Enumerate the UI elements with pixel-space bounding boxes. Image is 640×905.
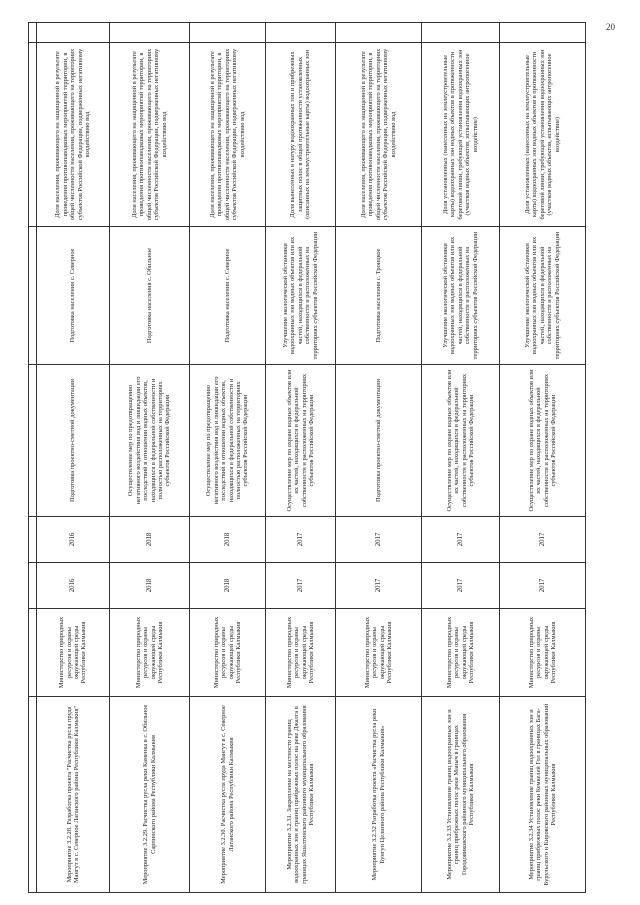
table-row xyxy=(190,23,266,893)
cell-executor: Министерство природных ресурсов и охраны окружающей среды Республики Калмыкия xyxy=(110,609,190,697)
cell-empty xyxy=(110,23,190,43)
cell-end-year: 2018 xyxy=(190,517,266,563)
table-row xyxy=(266,23,336,893)
cell-empty xyxy=(422,23,500,43)
cell-indicator: Доля населения, проживающего на защищенной в результате проведения противопаводковых мероприятий территории, в общей численности населения, проживающего на территориях субъектов Российской Федерации, подверженных негативному воздействию вод xyxy=(37,43,110,227)
cell-executor: Министерство природных ресурсов и охраны окружающей среды Республики Калмыкия xyxy=(190,609,266,697)
cell-start-year: 2016 xyxy=(37,563,110,609)
cell-executor: Министерство природных ресурсов и охраны окружающей среды Республики Калмыкия xyxy=(500,609,586,697)
table-row xyxy=(500,23,586,893)
cell-executor: Министерство природных ресурсов и охраны окружающей среды Республики Калмыкия xyxy=(37,609,110,697)
cell-result: Улучшение экологической обстановки водоохранных зон водных объектов или их частей, находящихся в федеральной собственности и расположенных на территориях субъектов Российской Федерации xyxy=(266,227,336,365)
cell-end-year: 2018 xyxy=(110,517,190,563)
cell-end-year: 2017 xyxy=(336,517,422,563)
cell-indicator: Доля населения, проживающего на защищенной в результате проведения противопаводковых мероприятий территории, в общей численности населения, проживающего на территориях субъектов Российской Федерации, подверженных негативному воздействию вод xyxy=(110,43,190,227)
cell-content: Осуществление мер по предотвращению негативного воздействия вод и ликвидации его последствий в отношении водных объектов, находящихся в федеральной собственности и полностью расположенных на территориях субъектов Российской Федерации xyxy=(190,365,266,517)
cell-start-year: 2018 xyxy=(110,563,190,609)
cell-result: Подготовка населения с. Северное xyxy=(190,227,266,365)
cell-empty xyxy=(500,23,586,43)
cell-indicator: Доля населения, проживающего на защищенной в результате проведения противопаводковых мероприятий территории, в общей численности населения, проживающего на территориях субъектов Российской Федерации, подверженных негативному воздействию вод xyxy=(336,43,422,227)
cell-end-year: 2017 xyxy=(266,517,336,563)
cell-indicator: Доля установленных (нанесенных на землеустроительные карты) водоохранных зон водных объектов в протяженности береговой линии, требующей установления водоохранных зон (участков водных объектов, испытывающих антропогенное воздействие) xyxy=(422,43,500,227)
cell-measure: Мероприятие 3.2.32 Разработка проекта «Расчистка русла реки Бунгун Целинного района Республики Калмыкия» xyxy=(336,697,422,893)
cell-empty xyxy=(37,23,110,43)
page-number: 20 xyxy=(606,22,615,32)
document-table-rotated xyxy=(28,23,585,893)
cell-end-year: 2017 xyxy=(500,517,586,563)
table-row xyxy=(336,23,422,893)
cell-measure: Мероприятие 3.2.34 Установление границ водоохранных зон и границ прибрежных полос реки Кемкелей Гол в границах Бага-Бурульского и Кировского районных муниципальных образований Республики Калмыкия xyxy=(500,697,586,893)
cell-indicator: Доля населения, проживающего на защищенной в результате проведения противопаводковых мероприятий территории, в общей численности населения, проживающего на территориях субъектов Российской Федерации, подверженных негативному воздействию вод xyxy=(190,43,266,227)
cell-content: Осуществление мер по предотвращению негативного воздействия вод и ликвидации его последствий в отношении водных объектов, находящихся в федеральной собственности и полностью расположенных на территориях субъектов Российской Федерации xyxy=(110,365,190,517)
cell-result: Улучшение экологической обстановки водоохранных зон водных объектов или их частей, находящихся в федеральной собственности и расположенных на территориях субъектов Российской Федерации xyxy=(422,227,500,365)
cell-result: Улучшение экологической обстановки водоохранных зон водных объектов или их частей, находящихся в федеральной собственности и расположенных на территориях субъектов Российской Федерации xyxy=(500,227,586,365)
table-row xyxy=(37,23,110,893)
cell-measure: Мероприятие 3.2.28. Разработка проекта "Расчистка русла пруда Мангут в с. Северное Лаганского района Республики Калмыкия" xyxy=(37,697,110,893)
cell-start-year: 2017 xyxy=(266,563,336,609)
cell-start-year: 2017 xyxy=(422,563,500,609)
measures-table xyxy=(28,22,586,893)
cell-content: Подготовка проектно-сметной документации xyxy=(336,365,422,517)
cell-measure: Мероприятие 3.2.29. Расчистка русла реки Каменка в с. Обильное Сарпинского района Республики Калмыкия xyxy=(110,697,190,893)
cell-empty xyxy=(266,23,336,43)
cell-executor: Министерство природных ресурсов и охраны окружающей среды Республики Калмыкия xyxy=(336,609,422,697)
cell-content: Осуществление мер по охране водных объектов или их частей, находящихся в федеральной собственности и расположенных на территориях субъектов Российской Федерации xyxy=(500,365,586,517)
cell-empty xyxy=(336,23,422,43)
table-top-stub-row xyxy=(29,23,37,893)
cell-result: Подготовка населения с. Троицкое xyxy=(336,227,422,365)
cell-start-year: 2017 xyxy=(336,563,422,609)
cell-measure: Мероприятие 3.2.31. Закрепление на местности границ водоохранных зон и границ прибрежных полос на реке Джалга в границах Яшалтинского районного муниципального образования Республики Калмыкия xyxy=(266,697,336,893)
cell-end-year: 2017 xyxy=(422,517,500,563)
cell-result: Подготовка населения с. Обильное xyxy=(110,227,190,365)
cell-executor: Министерство природных ресурсов и охраны окружающей среды Республики Калмыкия xyxy=(422,609,500,697)
cell-content: Подготовка проектно-сметной документации xyxy=(37,365,110,517)
cell-empty xyxy=(190,23,266,43)
cell-start-year: 2018 xyxy=(190,563,266,609)
cell-result: Подготовка населения с. Северное xyxy=(37,227,110,365)
cell-content: Осуществление мер по охране водных объектов или их частей, находящихся в федеральной собственности и расположенных на территориях субъектов Российской Федерации xyxy=(266,365,336,517)
cell-start-year: 2017 xyxy=(500,563,586,609)
table-row xyxy=(110,23,190,893)
table-row xyxy=(422,23,500,893)
cell-indicator: Доля вынесенных в натуру водоохранных зон и прибрежных защитных полос в общей протяженности установленных (описанных на землеустроительные карты) водоохранных зон xyxy=(266,43,336,227)
cell-content: Осуществление мер по охране водных объектов или их частей, находящихся в федеральной собственности и расположенных на территориях субъектов Российской Федерации xyxy=(422,365,500,517)
cell-indicator: Доля установленных (нанесенных на землеустроительные карты) водоохранных зон водных объектов в протяженности береговой линии, требующей установления водоохранных зон (участков водных объектов, испытывающих антропогенное воздействие) xyxy=(500,43,586,227)
cell-end-year: 2016 xyxy=(37,517,110,563)
cell-measure: Мероприятие 3.2.33 Установление границ водоохранных зон и границ прибрежных полос реки Маныч в границах Городовиковского районного муниципального образования Республики Калмыкия xyxy=(422,697,500,893)
cell-measure: Мероприятие 3.2.30. Расчистка русла пруда Мангут в с. Северное Лаганского района Республики Калмыкия xyxy=(190,697,266,893)
cell-executor: Министерство природных ресурсов и охраны окружающей среды Республики Калмыкия xyxy=(266,609,336,697)
